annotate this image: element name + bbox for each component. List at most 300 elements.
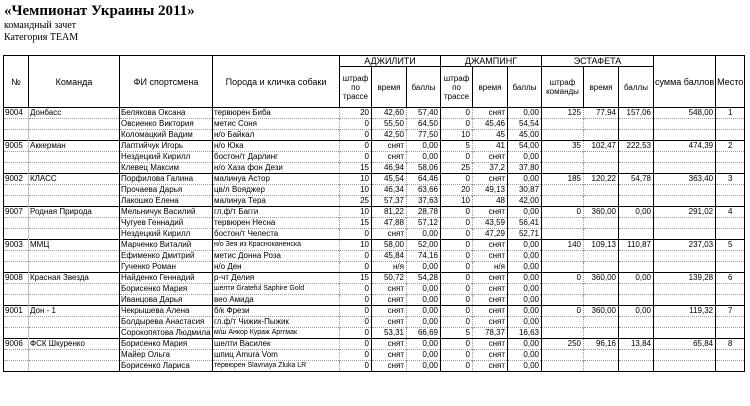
athlete-cell: Борисенко Лариса xyxy=(120,361,213,372)
dog-cell: бостон/т Челеста xyxy=(213,229,340,240)
relay-penalty-cell: 185 xyxy=(542,174,584,185)
athlete-cell: Коломацкий Вадим xyxy=(120,130,213,141)
jumping-points-cell: 16,63 xyxy=(508,328,542,339)
jumping-penalty-cell: 0 xyxy=(441,229,473,240)
jumping-penalty-cell: 0 xyxy=(441,119,473,130)
team-number-cell: 9006 xyxy=(4,339,29,350)
relay-points-cell xyxy=(619,130,654,141)
dog-cell: метис Донна Роза xyxy=(213,251,340,262)
agility-time-cell: 42,60 xyxy=(372,108,407,119)
document-subtitle: командный зачет xyxy=(4,20,77,31)
team-name-cell xyxy=(29,361,120,372)
relay-penalty-cell: 125 xyxy=(542,108,584,119)
relay-time-cell xyxy=(584,295,619,306)
jumping-penalty-header: штраф по трассе xyxy=(441,67,473,108)
place-cell xyxy=(716,218,745,229)
team-name-cell xyxy=(29,229,120,240)
place-cell xyxy=(716,251,745,262)
relay-penalty-cell: 140 xyxy=(542,240,584,251)
col-sum-header: сумма баллов xyxy=(654,56,716,108)
agility-points-cell: 0,00 xyxy=(407,141,441,152)
jumping-time-header: время xyxy=(473,67,508,108)
jumping-points-cell: 54,54 xyxy=(508,119,542,130)
team-number-cell xyxy=(4,317,29,328)
jumping-penalty-cell: 5 xyxy=(441,141,473,152)
team-name-cell xyxy=(29,163,120,174)
table-row xyxy=(4,262,745,273)
agility-points-cell: 63,66 xyxy=(407,185,441,196)
athlete-cell: Болдырева Анастасия xyxy=(120,317,213,328)
agility-time-cell: снят xyxy=(372,295,407,306)
dog-cell: н/о Хаза фон Дези xyxy=(213,163,340,174)
jumping-penalty-cell: 0 xyxy=(441,350,473,361)
agility-time-cell: снят xyxy=(372,152,407,163)
athlete-cell: Овсиенко Виктория xyxy=(120,119,213,130)
relay-points-cell: 13,84 xyxy=(619,339,654,350)
jumping-time-cell: снят xyxy=(473,295,508,306)
table-row xyxy=(4,108,745,119)
table-row xyxy=(4,163,745,174)
jumping-penalty-cell: 0 xyxy=(441,251,473,262)
jumping-time-cell: 37,2 xyxy=(473,163,508,174)
relay-time-cell: 120,22 xyxy=(584,174,619,185)
agility-time-cell: снят xyxy=(372,229,407,240)
jumping-time-cell: 47,29 xyxy=(473,229,508,240)
team-number-cell xyxy=(4,196,29,207)
relay-points-cell xyxy=(619,229,654,240)
relay-penalty-cell xyxy=(542,152,584,163)
sum-cell xyxy=(654,152,716,163)
relay-time-cell xyxy=(584,152,619,163)
relay-points-cell xyxy=(619,196,654,207)
athlete-cell: Порфилова Галина xyxy=(120,174,213,185)
sum-cell: 119,32 xyxy=(654,306,716,317)
jumping-time-cell: н/я xyxy=(473,262,508,273)
agility-penalty-cell: 25 xyxy=(340,196,372,207)
relay-points-cell xyxy=(619,317,654,328)
dog-cell: шпиц Amura Vom xyxy=(213,350,340,361)
dog-cell: шелти Grateful Saphire Gold xyxy=(213,284,340,295)
table-row xyxy=(4,141,745,152)
dog-cell: тервюрен Несна xyxy=(213,218,340,229)
relay-points-cell xyxy=(619,284,654,295)
team-number-cell xyxy=(4,229,29,240)
jumping-points-cell: 0,00 xyxy=(508,240,542,251)
team-number-cell xyxy=(4,251,29,262)
sum-cell: 65,84 xyxy=(654,339,716,350)
dog-cell: цв/л Вояджер xyxy=(213,185,340,196)
agility-points-cell: 0,00 xyxy=(407,152,441,163)
agility-penalty-cell: 0 xyxy=(340,295,372,306)
team-name-cell xyxy=(29,152,120,163)
table-row xyxy=(4,361,745,372)
col-team-header: Команда xyxy=(29,56,120,108)
sum-cell xyxy=(654,163,716,174)
table-row xyxy=(4,273,745,284)
agility-time-cell: снят xyxy=(372,317,407,328)
place-cell xyxy=(716,130,745,141)
agility-penalty-cell: 0 xyxy=(340,350,372,361)
header-row-groups xyxy=(4,56,745,67)
athlete-cell: Борисенко Мария xyxy=(120,339,213,350)
relay-points-cell: 0,00 xyxy=(619,306,654,317)
jumping-penalty-cell: 20 xyxy=(441,185,473,196)
team-name-cell xyxy=(29,196,120,207)
team-number-cell: 9008 xyxy=(4,273,29,284)
dog-cell: метис Соня xyxy=(213,119,340,130)
jumping-points-cell: 45,00 xyxy=(508,130,542,141)
team-name-cell xyxy=(29,284,120,295)
place-cell xyxy=(716,119,745,130)
col-place-header: Место xyxy=(716,56,745,108)
team-number-cell xyxy=(4,218,29,229)
jumping-points-cell: 0,00 xyxy=(508,284,542,295)
relay-points-cell xyxy=(619,185,654,196)
sum-cell xyxy=(654,262,716,273)
agility-time-cell: 57,37 xyxy=(372,196,407,207)
jumping-points-cell: 52,71 xyxy=(508,229,542,240)
place-cell: 3 xyxy=(716,174,745,185)
sum-cell: 291,02 xyxy=(654,207,716,218)
agility-points-cell: 74,16 xyxy=(407,251,441,262)
agility-time-cell: 45,54 xyxy=(372,174,407,185)
agility-points-cell: 0,00 xyxy=(407,317,441,328)
place-cell xyxy=(716,317,745,328)
team-name-cell: Красная Звезда xyxy=(29,273,120,284)
sum-cell xyxy=(654,119,716,130)
jumping-penalty-cell: 0 xyxy=(441,306,473,317)
athlete-cell: Борисенко Мария xyxy=(120,284,213,295)
relay-points-cell: 54,78 xyxy=(619,174,654,185)
agility-penalty-cell: 0 xyxy=(340,152,372,163)
dog-cell: н/о Байкал xyxy=(213,130,340,141)
agility-penalty-cell: 15 xyxy=(340,163,372,174)
team-number-cell xyxy=(4,119,29,130)
relay-penalty-cell xyxy=(542,130,584,141)
agility-time-cell: 55,50 xyxy=(372,119,407,130)
team-name-cell xyxy=(29,262,120,273)
table-row xyxy=(4,240,745,251)
relay-time-cell xyxy=(584,185,619,196)
team-number-cell: 9004 xyxy=(4,108,29,119)
team-number-cell xyxy=(4,295,29,306)
jumping-points-cell: 0,00 xyxy=(508,152,542,163)
relay-penalty-cell xyxy=(542,185,584,196)
dog-cell: н/о Ден xyxy=(213,262,340,273)
relay-penalty-cell xyxy=(542,229,584,240)
category-label: Категория TEAM xyxy=(4,32,79,43)
table-row xyxy=(4,196,745,207)
dog-cell: малинуа Тера xyxy=(213,196,340,207)
agility-time-cell: 46,34 xyxy=(372,185,407,196)
agility-penalty-cell: 0 xyxy=(340,339,372,350)
agility-points-cell: 58,06 xyxy=(407,163,441,174)
table-row xyxy=(4,295,745,306)
team-number-cell: 9003 xyxy=(4,240,29,251)
jumping-points-cell: 0,00 xyxy=(508,273,542,284)
agility-points-cell: 0,00 xyxy=(407,284,441,295)
sum-cell xyxy=(654,284,716,295)
table-row xyxy=(4,152,745,163)
team-name-cell: КЛАСС xyxy=(29,174,120,185)
agility-time-cell: 81,22 xyxy=(372,207,407,218)
jumping-penalty-cell: 0 xyxy=(441,108,473,119)
relay-points-cell: 222,53 xyxy=(619,141,654,152)
team-number-cell: 9005 xyxy=(4,141,29,152)
jumping-points-cell: 0,00 xyxy=(508,262,542,273)
agility-penalty-cell: 10 xyxy=(340,185,372,196)
team-name-cell xyxy=(29,185,120,196)
relay-points-cell: 110,87 xyxy=(619,240,654,251)
sum-cell xyxy=(654,361,716,372)
athlete-cell: Ефименко Дмитрий xyxy=(120,251,213,262)
agility-points-cell: 28,78 xyxy=(407,207,441,218)
jumping-penalty-cell: 0 xyxy=(441,240,473,251)
agility-points-cell: 77,50 xyxy=(407,130,441,141)
relay-time-cell xyxy=(584,163,619,174)
agility-points-cell: 0,00 xyxy=(407,295,441,306)
jumping-time-cell: 78,37 xyxy=(473,328,508,339)
sum-cell xyxy=(654,185,716,196)
table-row xyxy=(4,218,745,229)
place-cell xyxy=(716,185,745,196)
dog-cell: бостон/т Дарлинг xyxy=(213,152,340,163)
table-row xyxy=(4,251,745,262)
jumping-time-cell: снят xyxy=(473,174,508,185)
jumping-penalty-cell: 0 xyxy=(441,262,473,273)
agility-penalty-cell: 10 xyxy=(340,207,372,218)
agility-time-cell: 50,72 xyxy=(372,273,407,284)
dog-cell: б/к Фрези xyxy=(213,306,340,317)
agility-penalty-cell: 15 xyxy=(340,218,372,229)
relay-points-header: баллы xyxy=(619,67,654,108)
dog-cell: гл.ф/т Багги xyxy=(213,207,340,218)
sum-cell: 237,03 xyxy=(654,240,716,251)
agility-points-cell: 57,12 xyxy=(407,218,441,229)
team-name-cell xyxy=(29,119,120,130)
col-athlete-header: ФИ спортсмена xyxy=(120,56,213,108)
athlete-cell: Нездецкий Кирилл xyxy=(120,152,213,163)
jumping-time-cell: 45,46 xyxy=(473,119,508,130)
relay-points-cell xyxy=(619,262,654,273)
team-name-cell xyxy=(29,350,120,361)
relay-points-cell: 157,06 xyxy=(619,108,654,119)
col-number-header: № xyxy=(4,56,29,108)
team-number-cell xyxy=(4,163,29,174)
team-name-cell: Донбасс xyxy=(29,108,120,119)
relay-time-cell xyxy=(584,119,619,130)
table-row xyxy=(4,119,745,130)
relay-time-cell xyxy=(584,229,619,240)
team-name-cell xyxy=(29,295,120,306)
dog-cell: н/о Зея из Красноканенска xyxy=(213,240,340,251)
place-cell xyxy=(716,163,745,174)
table-row xyxy=(4,130,745,141)
agility-penalty-cell: 10 xyxy=(340,240,372,251)
team-name-cell xyxy=(29,317,120,328)
relay-points-cell xyxy=(619,218,654,229)
jumping-penalty-cell: 10 xyxy=(441,130,473,141)
relay-time-cell: 109,13 xyxy=(584,240,619,251)
jumping-group-header: ДЖАМПИНГ xyxy=(441,56,542,67)
relay-time-cell: 77,94 xyxy=(584,108,619,119)
sum-cell xyxy=(654,218,716,229)
jumping-points-cell: 30,87 xyxy=(508,185,542,196)
team-name-cell: ММЦ xyxy=(29,240,120,251)
table-row xyxy=(4,350,745,361)
agility-penalty-cell: 20 xyxy=(340,108,372,119)
sum-cell xyxy=(654,295,716,306)
agility-penalty-cell: 0 xyxy=(340,262,372,273)
place-cell xyxy=(716,196,745,207)
table-row xyxy=(4,174,745,185)
relay-time-cell xyxy=(584,196,619,207)
athlete-cell: Сорокопятова Людмила xyxy=(121,328,211,337)
team-number-cell xyxy=(4,328,29,339)
team-number-cell: 9007 xyxy=(4,207,29,218)
jumping-time-cell: снят xyxy=(473,207,508,218)
agility-time-cell: 47,88 xyxy=(372,218,407,229)
team-name-cell xyxy=(29,130,120,141)
agility-points-cell: 37,63 xyxy=(407,196,441,207)
place-cell: 8 xyxy=(716,339,745,350)
jumping-points-cell: 37,80 xyxy=(508,163,542,174)
agility-points-cell: 0,00 xyxy=(407,306,441,317)
dog-cell: тервюрен Биба xyxy=(213,108,340,119)
place-cell: 7 xyxy=(716,306,745,317)
agility-points-cell: 0,00 xyxy=(407,262,441,273)
jumping-time-cell: снят xyxy=(473,284,508,295)
jumping-penalty-cell: 0 xyxy=(441,317,473,328)
team-name-cell: ФСК Шкуренко xyxy=(29,339,120,350)
dog-cell: н/о Юка xyxy=(213,141,340,152)
team-number-cell xyxy=(4,361,29,372)
relay-time-cell xyxy=(584,262,619,273)
agility-time-cell: 45,84 xyxy=(372,251,407,262)
team-name-cell xyxy=(29,251,120,262)
place-cell xyxy=(716,152,745,163)
place-cell xyxy=(716,350,745,361)
relay-penalty-cell xyxy=(542,262,584,273)
sum-cell xyxy=(654,196,716,207)
jumping-points-cell: 0,00 xyxy=(508,317,542,328)
results-table xyxy=(3,55,745,372)
relay-penalty-cell: 0 xyxy=(542,207,584,218)
place-cell xyxy=(716,262,745,273)
jumping-points-cell: 0,00 xyxy=(508,174,542,185)
place-cell: 4 xyxy=(716,207,745,218)
jumping-time-cell: снят xyxy=(473,273,508,284)
sum-cell xyxy=(654,317,716,328)
relay-penalty-cell: 35 xyxy=(542,141,584,152)
sum-cell: 548,00 xyxy=(654,108,716,119)
jumping-points-cell: 0,00 xyxy=(508,361,542,372)
agility-penalty-header: штраф по трассе xyxy=(340,67,372,108)
document-title: «Чемпионат Украины 2011» xyxy=(4,3,195,19)
relay-time-cell xyxy=(584,218,619,229)
relay-points-cell xyxy=(619,328,654,339)
relay-group-header: ЭСТАФЕТА xyxy=(542,56,654,67)
relay-penalty-cell: 0 xyxy=(542,273,584,284)
dog-cell: тервюрен Slavnaya Zluka LR xyxy=(213,361,340,372)
team-number-cell xyxy=(4,284,29,295)
team-name-cell xyxy=(29,218,120,229)
jumping-penalty-cell: 10 xyxy=(441,196,473,207)
jumping-time-cell: 43,59 xyxy=(473,218,508,229)
relay-time-cell xyxy=(584,317,619,328)
place-cell xyxy=(716,361,745,372)
relay-points-cell xyxy=(619,361,654,372)
sum-cell xyxy=(654,130,716,141)
athlete-cell: Лакошко Елена xyxy=(120,196,213,207)
place-cell: 6 xyxy=(716,273,745,284)
team-number-cell xyxy=(4,350,29,361)
sum-cell: 474,39 xyxy=(654,141,716,152)
relay-time-cell: 360,00 xyxy=(584,306,619,317)
agility-penalty-cell: 0 xyxy=(340,317,372,328)
agility-time-cell: н/я xyxy=(372,262,407,273)
agility-penalty-cell: 15 xyxy=(340,273,372,284)
team-name-cell xyxy=(29,328,120,339)
relay-penalty-cell xyxy=(542,284,584,295)
agility-points-cell: 52,00 xyxy=(407,240,441,251)
jumping-penalty-cell: 0 xyxy=(441,295,473,306)
relay-time-cell: 360,00 xyxy=(584,207,619,218)
sum-cell: 363,40 xyxy=(654,174,716,185)
place-cell: 5 xyxy=(716,240,745,251)
relay-penalty-cell xyxy=(542,328,584,339)
table-row xyxy=(4,328,745,339)
relay-time-cell xyxy=(584,251,619,262)
dog-cell: м/ш Анкор Кураж Арггмак xyxy=(213,328,340,339)
jumping-time-cell: 48 xyxy=(473,196,508,207)
athlete-cell: Чекрышева Алена xyxy=(120,306,213,317)
agility-time-cell: снят xyxy=(372,339,407,350)
jumping-penalty-cell: 0 xyxy=(441,152,473,163)
sum-cell xyxy=(654,350,716,361)
team-name-cell: Дон - 1 xyxy=(29,306,120,317)
relay-penalty-cell xyxy=(542,350,584,361)
jumping-penalty-cell: 0 xyxy=(441,273,473,284)
results-body xyxy=(4,108,745,372)
jumping-points-cell: 0,00 xyxy=(508,295,542,306)
relay-time-cell xyxy=(584,361,619,372)
jumping-time-cell: 49,13 xyxy=(473,185,508,196)
agility-penalty-cell: 0 xyxy=(340,229,372,240)
agility-group-header: АДЖИЛИТИ xyxy=(340,56,441,67)
place-cell xyxy=(716,328,745,339)
agility-time-cell: снят xyxy=(372,350,407,361)
relay-time-cell xyxy=(584,350,619,361)
agility-penalty-cell: 10 xyxy=(340,174,372,185)
athlete-cell: Нездецкий Кирилл xyxy=(120,229,213,240)
place-cell xyxy=(716,295,745,306)
relay-points-cell: 0,00 xyxy=(619,207,654,218)
relay-penalty-cell: 0 xyxy=(542,306,584,317)
jumping-penalty-cell: 0 xyxy=(441,361,473,372)
team-number-cell xyxy=(4,185,29,196)
agility-penalty-cell: 0 xyxy=(340,361,372,372)
relay-time-cell xyxy=(584,130,619,141)
team-number-cell xyxy=(4,262,29,273)
agility-time-cell: 58,00 xyxy=(372,240,407,251)
table-row xyxy=(4,185,745,196)
agility-time-cell: снят xyxy=(372,141,407,152)
relay-time-header: время xyxy=(584,67,619,108)
agility-points-cell: 64,46 xyxy=(407,174,441,185)
agility-points-cell: 54,28 xyxy=(407,273,441,284)
table-row xyxy=(4,317,745,328)
